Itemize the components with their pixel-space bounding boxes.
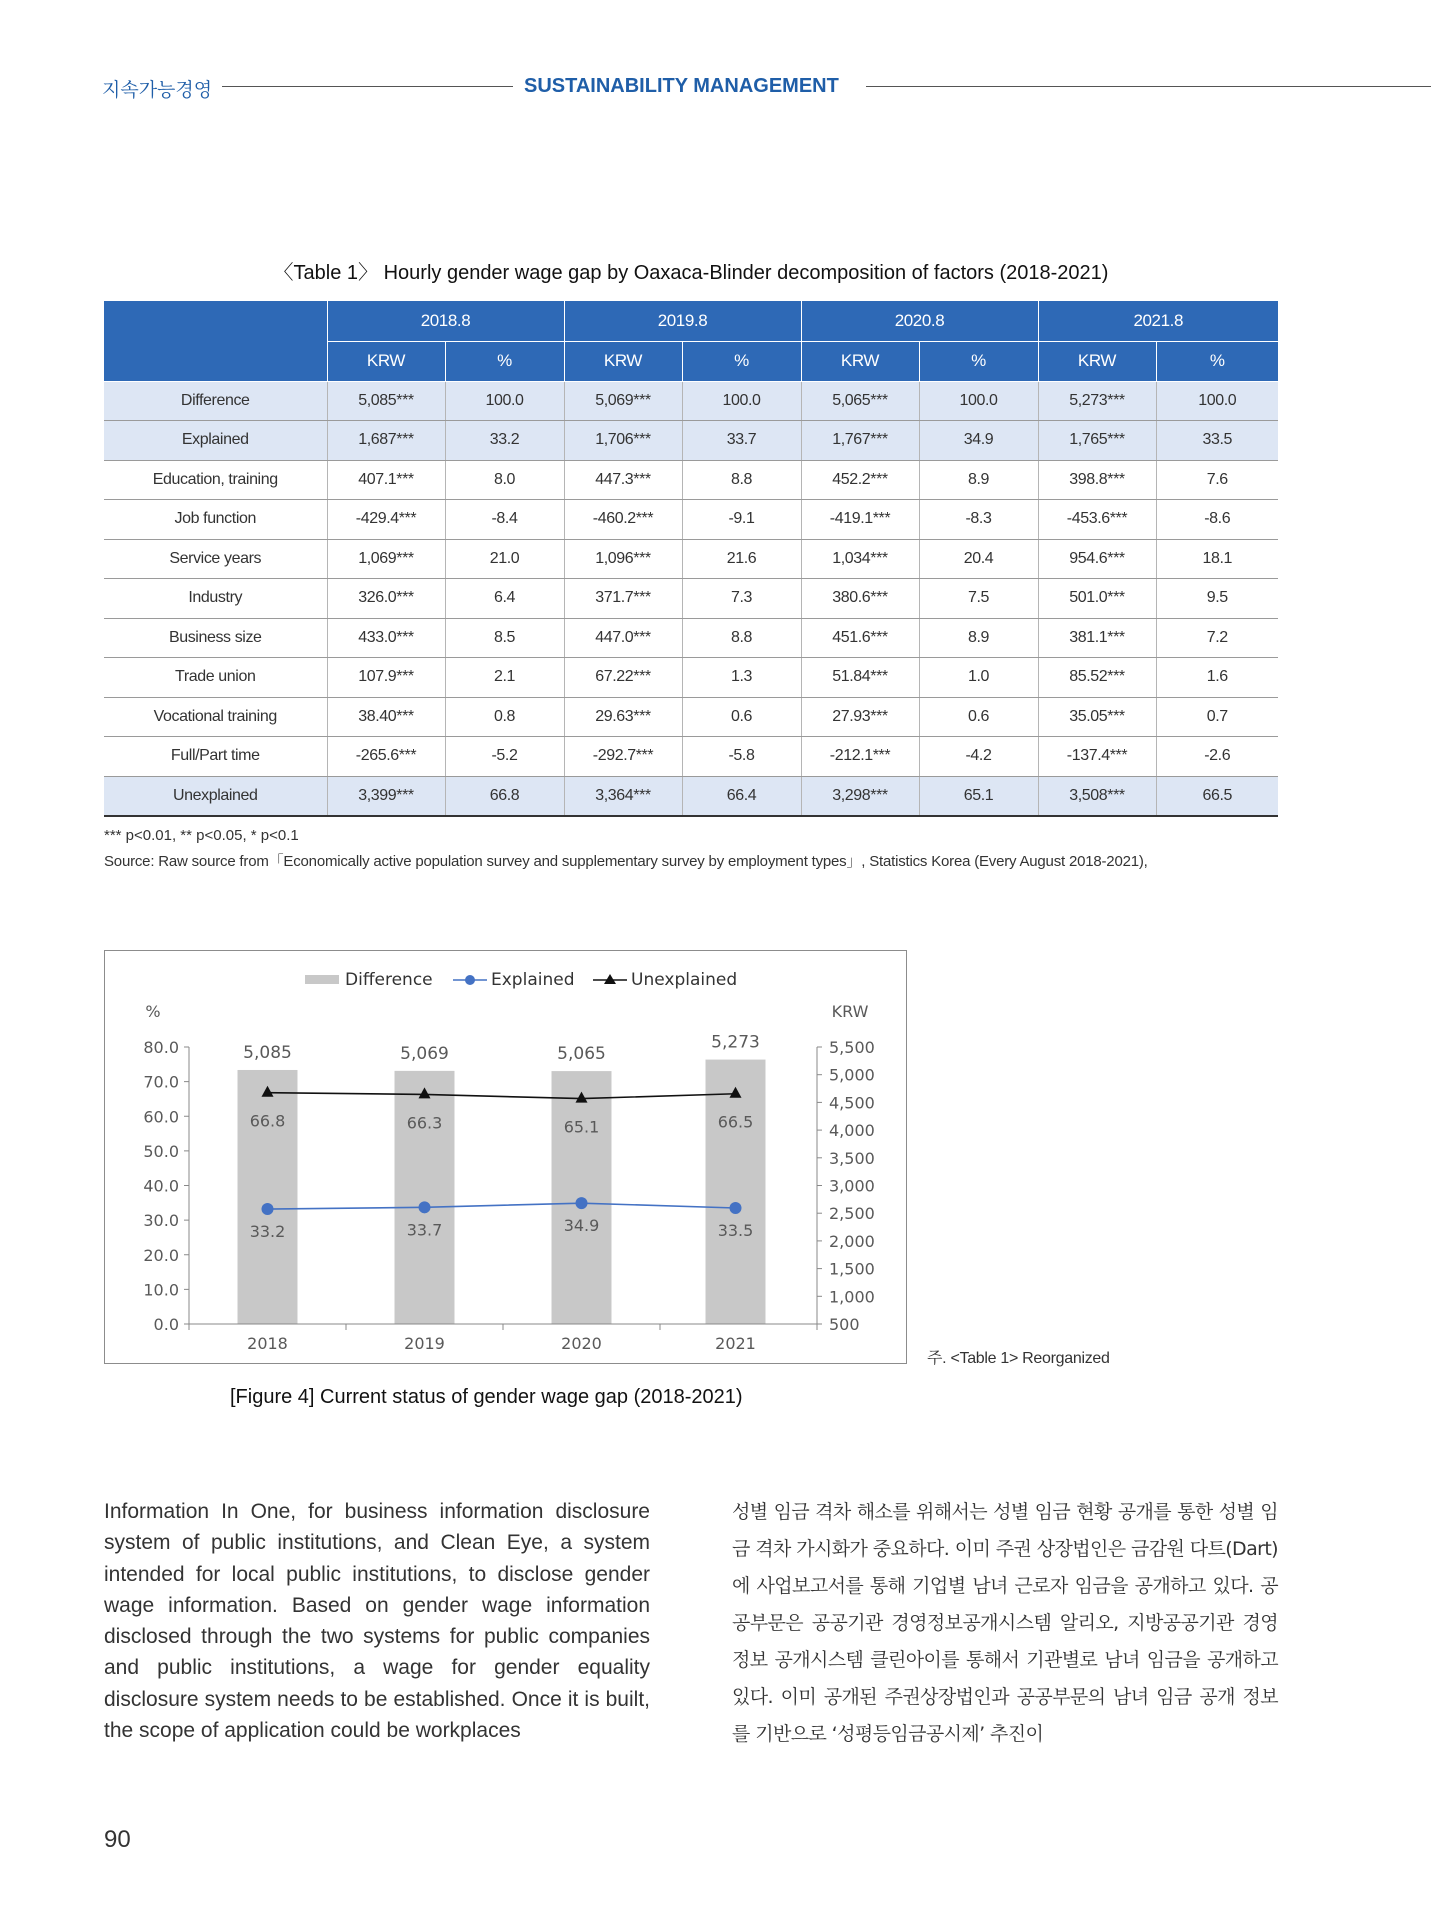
row-label: Explained (104, 421, 327, 461)
table-cell: 33.2 (445, 421, 564, 461)
table-cell: 18.1 (1156, 539, 1278, 579)
left-tick-label: 20.0 (143, 1245, 179, 1265)
header-rule-left (222, 86, 513, 87)
table-cell: 7.6 (1156, 460, 1278, 500)
unexplained-value-label: 66.5 (717, 1112, 754, 1132)
table-cell: 5,069*** (564, 381, 682, 421)
table-cell: 407.1*** (327, 460, 445, 500)
table-cell: 66.4 (682, 776, 801, 816)
figure-caption: [Figure 4] Current status of gender wage gap (2018-2021) (230, 1386, 743, 1408)
table-cell: 6.4 (445, 579, 564, 619)
table-cell: 1,706*** (564, 421, 682, 461)
right-tick-label: 5,000 (829, 1065, 875, 1085)
left-tick-label: 80.0 (143, 1038, 179, 1057)
table-cell: 33.5 (1156, 421, 1278, 461)
left-tick-label: 30.0 (143, 1211, 179, 1231)
table-cell: 1,767*** (801, 421, 919, 461)
table-cell: 1,069*** (327, 539, 445, 579)
unit-header: % (445, 341, 564, 381)
right-tick-label: 2,000 (829, 1231, 875, 1251)
point-explained (262, 1203, 274, 1215)
table-cell: 35.05*** (1038, 697, 1156, 737)
point-explained (730, 1202, 742, 1214)
table-cell: 100.0 (1156, 381, 1278, 421)
korean-paragraph: 성별 임금 격차 해소를 위해서는 성별 임금 현황 공개를 통한 성별 임금 격차 가시화가 중요하다. 이미 주권 상장법인은 금감원 다트(Dart)에 사업보고서를 통해 기업별 남녀 근로자 임금을 공개하고 있다. 공공부문은 공공기관 경영정보공개시스템 알리오, 지방공공기관 경영정보 공개시스템 클린아이를 통해서 기관별로 남녀 임금을 공개하고 있다. 이미 공개된 주권상장법인과 공공부문의 남녀 임금 공개 정보를 기반으로 ‘성평등임금공시제’ 추진이 (732, 1501, 1278, 1745)
right-tick-label: 5,500 (829, 1038, 875, 1057)
row-label: Trade union (104, 658, 327, 698)
legend-marker-explained (465, 975, 475, 985)
year-header: 2018.8 (327, 301, 564, 341)
table-cell: -419.1*** (801, 500, 919, 540)
left-tick-label: 70.0 (143, 1072, 179, 1092)
table-cell: 7.2 (1156, 618, 1278, 658)
explained-value-label: 33.2 (249, 1222, 286, 1242)
table-cell: 8.5 (445, 618, 564, 658)
table-cell: 7.5 (919, 579, 1038, 619)
legend-label-unexplained: Unexplained (631, 970, 738, 990)
x-tick-label: 2019 (404, 1334, 445, 1353)
left-tick-label: 50.0 (143, 1141, 179, 1161)
table-row (104, 421, 1278, 461)
table-cell: 371.7*** (564, 579, 682, 619)
table-cell: -8.3 (919, 500, 1038, 540)
right-tick-label: 500 (829, 1315, 860, 1334)
unit-header: % (919, 341, 1038, 381)
table-cell: -8.6 (1156, 500, 1278, 540)
table-caption: 〈Table 1〉 Hourly gender wage gap by Oaxaca-Blinder decomposition of factors (2018-2021) (273, 262, 1109, 284)
table-cell: -137.4*** (1038, 737, 1156, 777)
table-cell: 8.9 (919, 618, 1038, 658)
bar-difference (238, 1070, 298, 1324)
table-cell: 447.3*** (564, 460, 682, 500)
table-cell: 380.6*** (801, 579, 919, 619)
row-label: Education, training (104, 460, 327, 500)
table-cell: 27.93*** (801, 697, 919, 737)
table-cell: 8.8 (682, 618, 801, 658)
unexplained-value-label: 66.8 (249, 1111, 286, 1131)
row-label: Service years (104, 539, 327, 579)
chart-note: 주. <Table 1> Reorganized (927, 1350, 1110, 1367)
unit-header: KRW (327, 341, 445, 381)
legend-label-explained: Explained (491, 970, 575, 990)
table-cell: 33.7 (682, 421, 801, 461)
legend-label-difference: Difference (345, 970, 433, 990)
left-tick-label: 10.0 (143, 1280, 179, 1300)
right-tick-label: 4,000 (829, 1121, 875, 1141)
year-header: 2019.8 (564, 301, 801, 341)
table-cell: 326.0*** (327, 579, 445, 619)
table-row (104, 658, 1278, 698)
table-cell: -4.2 (919, 737, 1038, 777)
table-cell: 34.9 (919, 421, 1038, 461)
table-cell: 66.5 (1156, 776, 1278, 816)
bar-value-label: 5,273 (711, 1032, 760, 1053)
table-cell: 1,687*** (327, 421, 445, 461)
unexplained-value-label: 66.3 (406, 1113, 443, 1133)
unit-header: KRW (1038, 341, 1156, 381)
table-cell: -9.1 (682, 500, 801, 540)
table-row (104, 697, 1278, 737)
table-cell: -5.2 (445, 737, 564, 777)
table-cell: 67.22*** (564, 658, 682, 698)
table-cell: 38.40*** (327, 697, 445, 737)
table-row (104, 776, 1278, 816)
legend-marker-unexplained (604, 974, 616, 984)
table-cell: 51.84*** (801, 658, 919, 698)
bar-difference (706, 1060, 766, 1324)
table-cell: 21.6 (682, 539, 801, 579)
left-axis-unit: % (145, 1002, 161, 1021)
body-text-korean (732, 1494, 1278, 1753)
table-cell: 3,364*** (564, 776, 682, 816)
row-label: Business size (104, 618, 327, 658)
table-cell: 954.6*** (1038, 539, 1156, 579)
table-cell: 1.3 (682, 658, 801, 698)
table-cell: 100.0 (682, 381, 801, 421)
x-tick-label: 2020 (561, 1334, 602, 1353)
bar-difference (395, 1071, 455, 1324)
table-cell: 8.9 (919, 460, 1038, 500)
table-cell: 65.1 (919, 776, 1038, 816)
table-cell: 1,034*** (801, 539, 919, 579)
wage-gap-table (104, 301, 1278, 817)
table-cell: 447.0*** (564, 618, 682, 658)
table-cell: 9.5 (1156, 579, 1278, 619)
bar-value-label: 5,085 (243, 1042, 292, 1063)
row-label: Industry (104, 579, 327, 619)
table-cell: -429.4*** (327, 500, 445, 540)
table-cell: 0.8 (445, 697, 564, 737)
table-cell: 5,273*** (1038, 381, 1156, 421)
unit-header: KRW (564, 341, 682, 381)
table-cell: 100.0 (919, 381, 1038, 421)
year-header: 2020.8 (801, 301, 1038, 341)
table-row (104, 618, 1278, 658)
table-cell: 381.1*** (1038, 618, 1156, 658)
chart-canvas (105, 951, 908, 1365)
section-label-english: SUSTAINABILITY MANAGEMENT (524, 75, 839, 97)
x-tick-label: 2018 (247, 1334, 288, 1353)
table-cell: 107.9*** (327, 658, 445, 698)
table-cell: 3,298*** (801, 776, 919, 816)
right-tick-label: 1,500 (829, 1259, 875, 1279)
table-cell: -292.7*** (564, 737, 682, 777)
x-tick-label: 2021 (715, 1334, 756, 1353)
table-cell: 8.8 (682, 460, 801, 500)
right-tick-label: 2,500 (829, 1204, 875, 1224)
table-cell: -265.6*** (327, 737, 445, 777)
table-cell: 20.4 (919, 539, 1038, 579)
year-header: 2021.8 (1038, 301, 1278, 341)
right-tick-label: 4,500 (829, 1093, 875, 1113)
left-tick-label: 0.0 (153, 1315, 179, 1334)
table-cell: 8.0 (445, 460, 564, 500)
table-cell: 0.6 (682, 697, 801, 737)
body-text-english (104, 1496, 650, 1746)
table-cell: 1.0 (919, 658, 1038, 698)
table-cell: -460.2*** (564, 500, 682, 540)
table-cell: 451.6*** (801, 618, 919, 658)
left-tick-label: 40.0 (143, 1176, 179, 1196)
table-row (104, 539, 1278, 579)
bar-value-label: 5,065 (557, 1044, 606, 1065)
right-tick-label: 1,000 (829, 1287, 875, 1307)
right-axis-unit: KRW (831, 1002, 869, 1021)
unit-header: % (682, 341, 801, 381)
row-label: Difference (104, 381, 327, 421)
significance-note: *** p<0.01, ** p<0.05, * p<0.1 (104, 827, 299, 844)
table-cell: -212.1*** (801, 737, 919, 777)
row-label: Full/Part time (104, 737, 327, 777)
table-cell: 1,096*** (564, 539, 682, 579)
table-cell: -8.4 (445, 500, 564, 540)
table-row (104, 500, 1278, 540)
row-label: Unexplained (104, 776, 327, 816)
explained-value-label: 34.9 (563, 1216, 600, 1236)
point-explained (576, 1197, 588, 1209)
table-cell: 21.0 (445, 539, 564, 579)
table-cell: 0.6 (919, 697, 1038, 737)
table-cell: 398.8*** (1038, 460, 1156, 500)
explained-value-label: 33.7 (406, 1220, 443, 1240)
legend-swatch-difference (305, 975, 339, 984)
wage-gap-chart (104, 950, 907, 1364)
row-label: Job function (104, 500, 327, 540)
page-number: 90 (104, 1826, 131, 1853)
table-header-row-years (104, 301, 1278, 341)
table-row (104, 737, 1278, 777)
table-cell: 0.7 (1156, 697, 1278, 737)
table-cell: 1.6 (1156, 658, 1278, 698)
unexplained-value-label: 65.1 (563, 1117, 600, 1137)
table-cell: -2.6 (1156, 737, 1278, 777)
table-cell: 433.0*** (327, 618, 445, 658)
table-cell: 85.52*** (1038, 658, 1156, 698)
table-row (104, 579, 1278, 619)
section-label-korean: 지속가능경영 (102, 80, 213, 101)
table-cell: -5.8 (682, 737, 801, 777)
series-line-unexplained (268, 1093, 736, 1099)
table-cell: 3,508*** (1038, 776, 1156, 816)
row-label: Vocational training (104, 697, 327, 737)
right-tick-label: 3,500 (829, 1148, 875, 1168)
table-cell: 7.3 (682, 579, 801, 619)
table-cell: 1,765*** (1038, 421, 1156, 461)
table-cell: 3,399*** (327, 776, 445, 816)
table-cell: -453.6*** (1038, 500, 1156, 540)
page-header (0, 72, 1431, 102)
table-cell: 5,085*** (327, 381, 445, 421)
right-tick-label: 3,000 (829, 1176, 875, 1196)
unit-header: KRW (801, 341, 919, 381)
table-row (104, 381, 1278, 421)
table-cell: 501.0*** (1038, 579, 1156, 619)
unit-header: % (1156, 341, 1278, 381)
bar-value-label: 5,069 (400, 1043, 449, 1064)
table-cell: 100.0 (445, 381, 564, 421)
table-cell: 2.1 (445, 658, 564, 698)
table-cell: 66.8 (445, 776, 564, 816)
header-rule-right (866, 86, 1431, 87)
series-line-explained (268, 1203, 736, 1209)
explained-value-label: 33.5 (717, 1221, 754, 1241)
table-cell: 29.63*** (564, 697, 682, 737)
table-header-blank (104, 301, 327, 381)
table-body (104, 381, 1278, 816)
left-tick-label: 60.0 (143, 1107, 179, 1127)
table-row (104, 460, 1278, 500)
point-explained (419, 1201, 431, 1213)
table-cell: 452.2*** (801, 460, 919, 500)
table-cell: 5,065*** (801, 381, 919, 421)
english-paragraph: Information In One, for business information disclosure system of public institutions, and Clean Eye, a system intended for local public institutions, to disclose gender wage information. Based on gender wage information disclosed through the two systems for public companies and public institutions, a wage for gender equality disclosure system needs to be established. Once it is built, the scope of application could be workplaces (104, 1500, 650, 1743)
source-note: Source: Raw source from「Economically active population survey and supplementary survey by employment types」, Statistics Korea (Every August 2018-2021), (104, 853, 1148, 870)
